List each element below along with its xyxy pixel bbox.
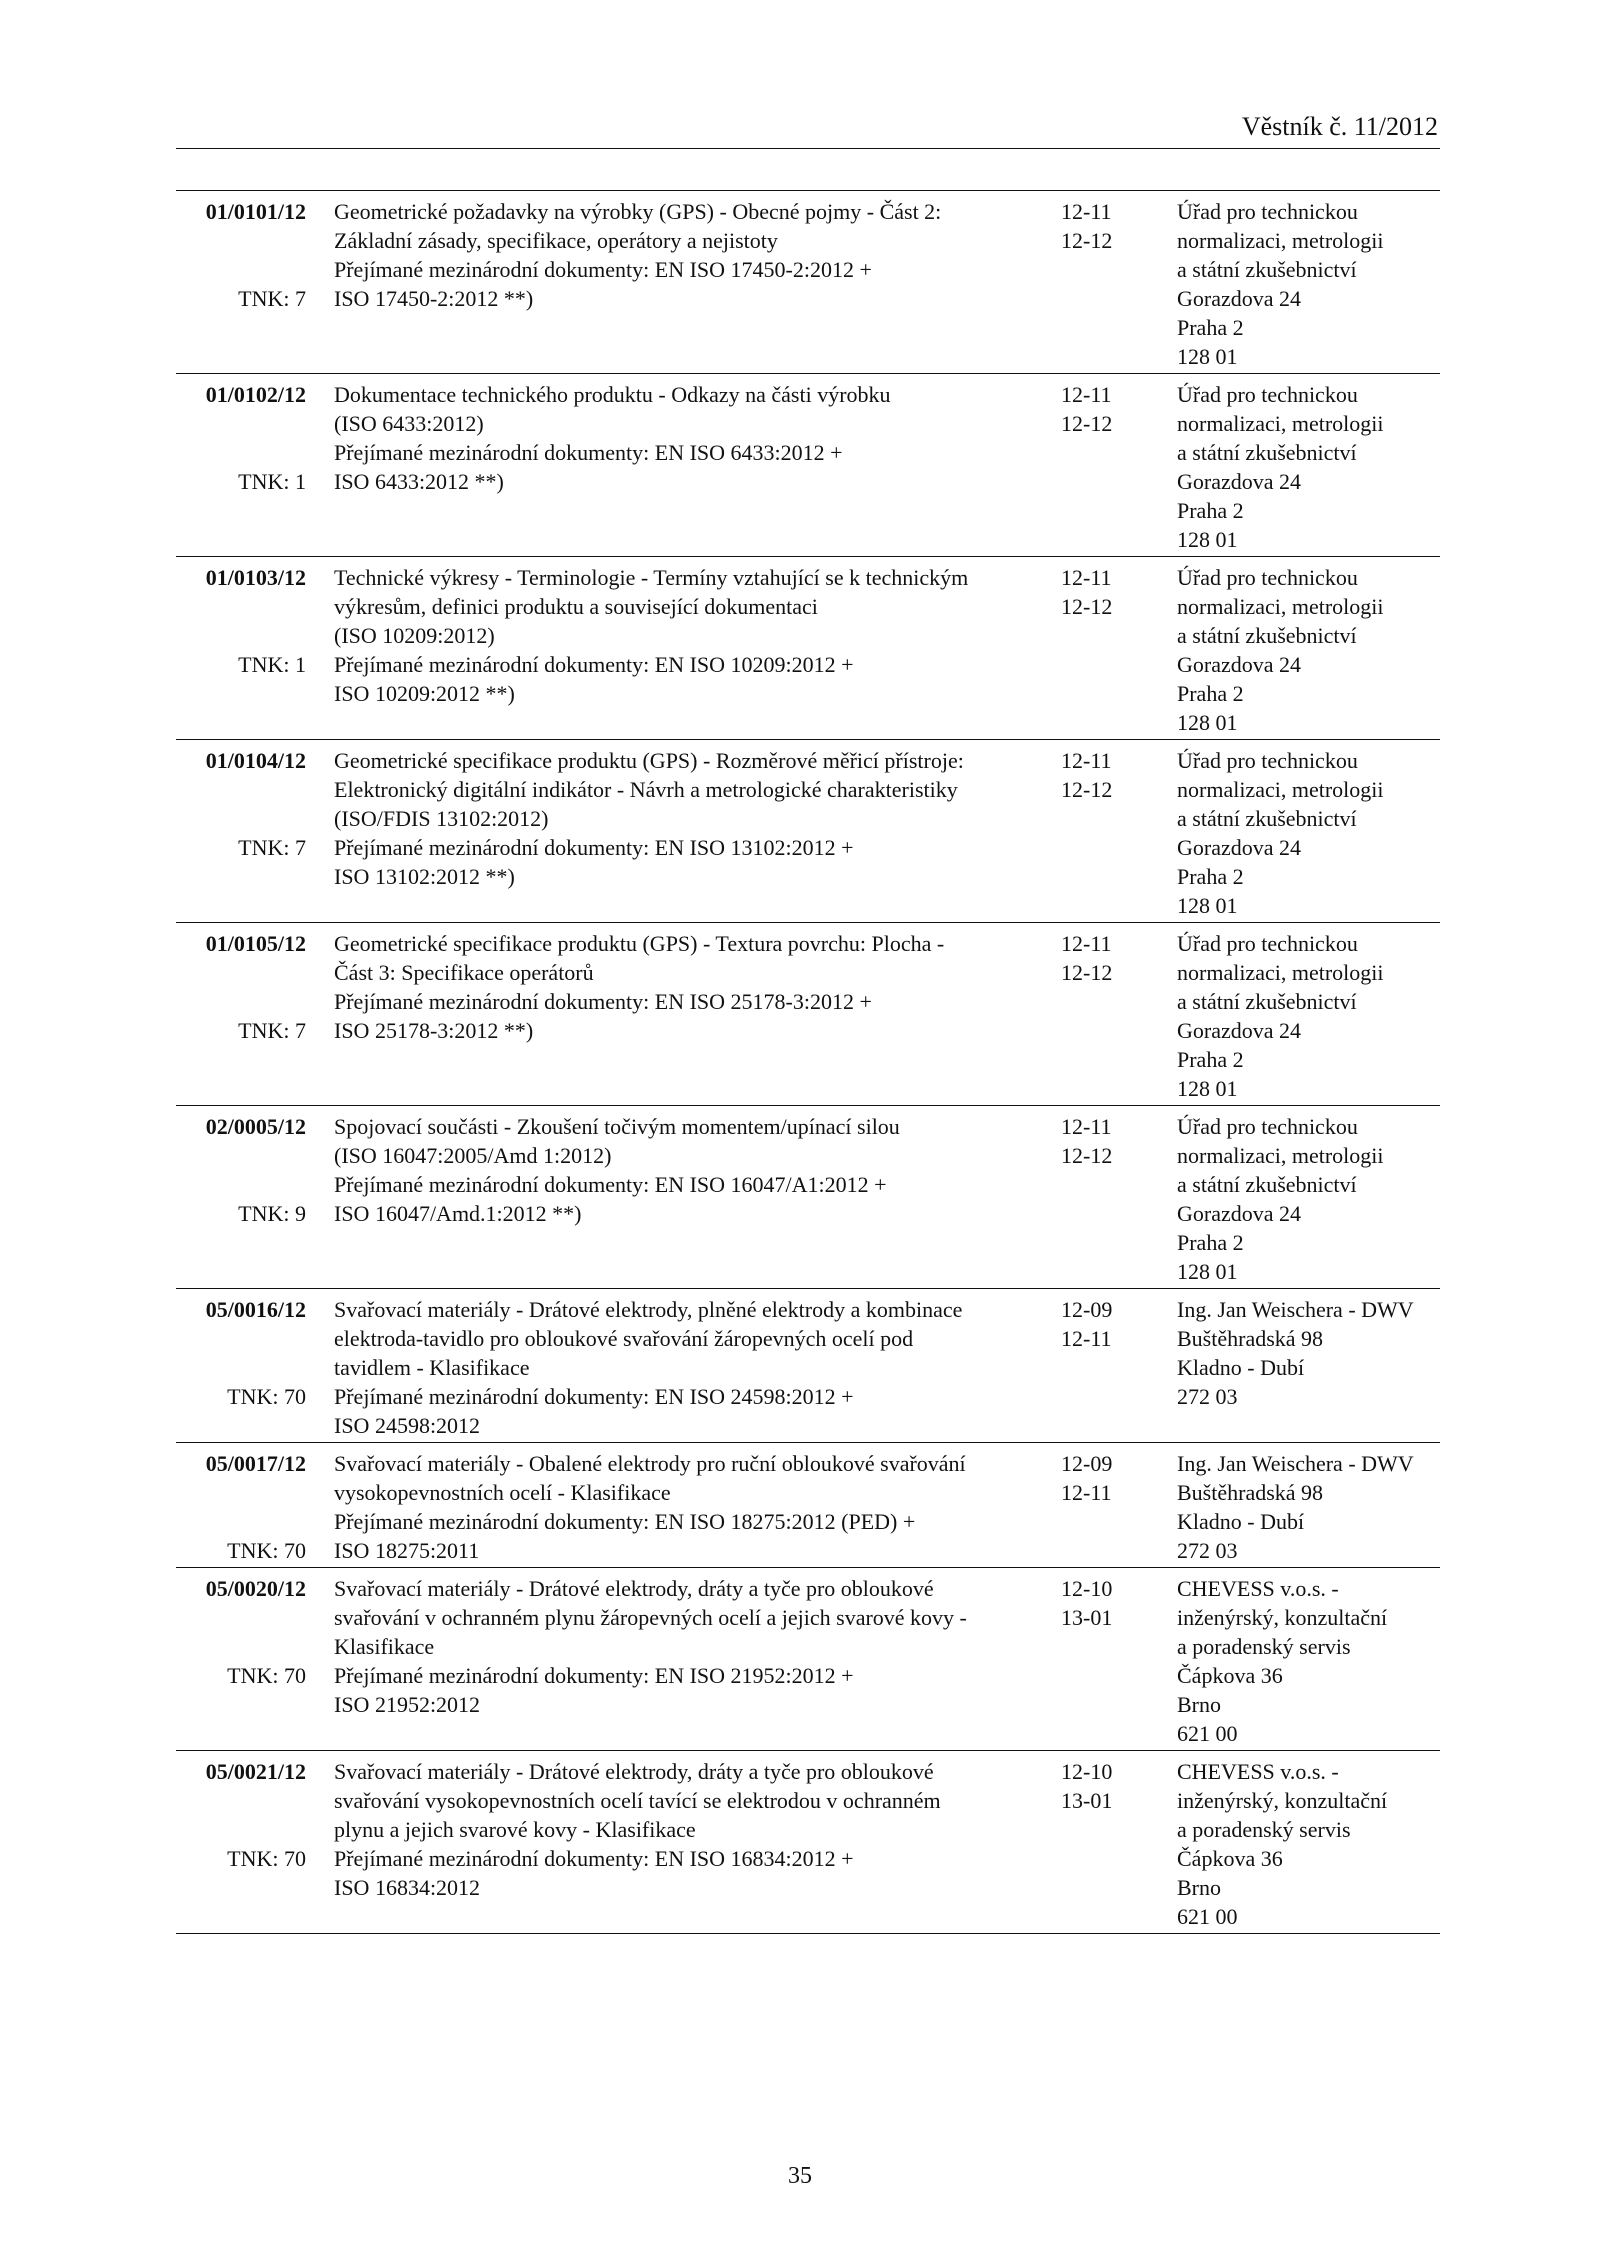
- record-date: 12-12: [1061, 1143, 1113, 1168]
- record-date: 12-12: [1061, 777, 1113, 802]
- record-tnk: TNK: 7: [238, 835, 306, 860]
- record-title-line: Svařovací materiály - Drátové elektrody, dráty a tyče pro obloukové: [334, 1576, 934, 1601]
- record-title-line: Přejímané mezinárodní dokumenty: EN ISO 18275:2012 (PED) +: [334, 1509, 916, 1534]
- record-id-cell: [176, 1449, 306, 1563]
- record-number: 05/0017/12: [205, 1451, 306, 1476]
- record-number: 01/0105/12: [205, 931, 306, 956]
- record-title-line: plynu a jejich svarové kovy - Klasifikace: [334, 1817, 696, 1842]
- record-date: 12-12: [1061, 228, 1113, 253]
- page-header: [176, 108, 1440, 149]
- record-id-cell: [176, 1757, 306, 1871]
- record-title-line: Klasifikace: [334, 1634, 435, 1659]
- record-title-line: Elektronický digitální indikátor - Návrh a metrologické charakteristiky: [334, 777, 958, 802]
- record-address-line: Čápkova 36: [1177, 1663, 1283, 1688]
- record-address-line: normalizaci, metrologii: [1177, 594, 1384, 619]
- record-address-line: Úřad pro technickou: [1177, 748, 1358, 773]
- record-title-line: ISO 18275:2011: [334, 1538, 480, 1563]
- record-address-line: Ing. Jan Weischera - DWV: [1177, 1451, 1414, 1476]
- record-date: 13-01: [1061, 1605, 1113, 1630]
- record-title-cell: [334, 746, 1024, 891]
- record-address-line: normalizaci, metrologii: [1177, 228, 1384, 253]
- record-address-line: a státní zkušebnictví: [1177, 806, 1357, 831]
- table-row: [176, 191, 1440, 374]
- record-title-cell: [334, 1295, 1024, 1440]
- record-address-line: 128 01: [1177, 1076, 1238, 1101]
- record-address-cell: [1177, 746, 1440, 920]
- table-row: [176, 1443, 1440, 1568]
- record-address-line: Praha 2: [1177, 681, 1244, 706]
- record-title-line: výkresům, definici produktu a související dokumentaci: [334, 594, 818, 619]
- record-title-line: ISO 13102:2012 **): [334, 864, 515, 889]
- record-address-line: 128 01: [1177, 344, 1238, 369]
- record-address-line: 128 01: [1177, 1259, 1238, 1284]
- record-title-line: ISO 21952:2012: [334, 1692, 481, 1717]
- record-address-line: Praha 2: [1177, 864, 1244, 889]
- record-tnk: TNK: 7: [238, 286, 306, 311]
- record-address-line: CHEVESS v.o.s. -: [1177, 1576, 1339, 1601]
- record-address-line: Praha 2: [1177, 1230, 1244, 1255]
- record-title-line: Geometrické požadavky na výrobky (GPS) - Obecné pojmy - Část 2:: [334, 199, 942, 224]
- record-date: 12-12: [1061, 411, 1113, 436]
- record-dates-cell: [1061, 1449, 1141, 1507]
- record-title-line: ISO 24598:2012: [334, 1413, 481, 1438]
- page-number: 35: [788, 2163, 812, 2189]
- record-date: 12-11: [1061, 199, 1112, 224]
- bulletin-title: Věstník č. 11/2012: [1241, 112, 1438, 141]
- record-address-line: Buštěhradská 98: [1177, 1480, 1324, 1505]
- record-address-line: inženýrský, konzultační: [1177, 1788, 1388, 1813]
- record-address-line: Gorazdova 24: [1177, 1201, 1302, 1226]
- record-title-line: Přejímané mezinárodní dokumenty: EN ISO 13102:2012 +: [334, 835, 854, 860]
- record-title-cell: [334, 380, 1024, 496]
- record-title-line: Geometrické specifikace produktu (GPS) - Textura povrchu: Plocha -: [334, 931, 945, 956]
- record-address-line: a státní zkušebnictví: [1177, 440, 1357, 465]
- record-title-line: ISO 17450-2:2012 **): [334, 286, 534, 311]
- record-date: 12-12: [1061, 960, 1113, 985]
- record-tnk: TNK: 9: [238, 1201, 306, 1226]
- record-address-line: a státní zkušebnictví: [1177, 1172, 1357, 1197]
- record-title-cell: [334, 1449, 1024, 1565]
- record-address-line: 128 01: [1177, 710, 1238, 735]
- record-address-line: Praha 2: [1177, 315, 1244, 340]
- record-title-line: Přejímané mezinárodní dokumenty: EN ISO 25178-3:2012 +: [334, 989, 872, 1014]
- record-title-line: tavidlem - Klasifikace: [334, 1355, 530, 1380]
- record-date: 12-11: [1061, 1480, 1112, 1505]
- record-tnk: TNK: 70: [227, 1538, 306, 1563]
- record-title-cell: [334, 1574, 1024, 1719]
- record-title-line: (ISO 16047:2005/Amd 1:2012): [334, 1143, 612, 1168]
- record-title-line: ISO 6433:2012 **): [334, 469, 504, 494]
- record-dates-cell: [1061, 380, 1141, 438]
- record-address-line: normalizaci, metrologii: [1177, 777, 1384, 802]
- record-tnk: TNK: 70: [227, 1663, 306, 1688]
- record-address-line: Brno: [1177, 1692, 1221, 1717]
- record-address-line: 621 00: [1177, 1721, 1238, 1746]
- record-title-line: vysokopevnostních ocelí - Klasifikace: [334, 1480, 671, 1505]
- record-dates-cell: [1061, 929, 1141, 987]
- record-title-line: svařování v ochranném plynu žáropevných ocelí a jejich svarové kovy -: [334, 1605, 967, 1630]
- record-title-line: Část 3: Specifikace operátorů: [334, 960, 594, 985]
- record-address-line: 128 01: [1177, 893, 1238, 918]
- record-id-cell: [176, 380, 306, 494]
- record-dates-cell: [1061, 1574, 1141, 1632]
- record-address-line: Gorazdova 24: [1177, 652, 1302, 677]
- record-address-line: a poradenský servis: [1177, 1817, 1351, 1842]
- record-title-line: Dokumentace technického produktu - Odkazy na části výrobku: [334, 382, 891, 407]
- table-row: [176, 1289, 1440, 1443]
- record-tnk: TNK: 1: [238, 652, 306, 677]
- record-title-line: Technické výkresy - Terminologie - Termíny vztahující se k technickým: [334, 565, 969, 590]
- record-dates-cell: [1061, 746, 1141, 804]
- record-address-line: normalizaci, metrologii: [1177, 1143, 1384, 1168]
- record-address-line: Gorazdova 24: [1177, 1018, 1302, 1043]
- record-dates-cell: [1061, 1112, 1141, 1170]
- record-date: 12-11: [1061, 565, 1112, 590]
- record-address-line: Úřad pro technickou: [1177, 931, 1358, 956]
- record-title-line: Spojovací součásti - Zkoušení točivým momentem/upínací silou: [334, 1114, 900, 1139]
- record-tnk: TNK: 7: [238, 1018, 306, 1043]
- record-address-line: Čápkova 36: [1177, 1846, 1283, 1871]
- record-title-cell: [334, 563, 1024, 708]
- record-address-line: Úřad pro technickou: [1177, 565, 1358, 590]
- record-title-cell: [334, 1112, 1024, 1228]
- record-title-line: Svařovací materiály - Obalené elektrody pro ruční obloukové svařování: [334, 1451, 966, 1476]
- record-id-cell: [176, 746, 306, 860]
- record-title-cell: [334, 929, 1024, 1045]
- record-address-line: Praha 2: [1177, 1047, 1244, 1072]
- record-title-line: Přejímané mezinárodní dokumenty: EN ISO 10209:2012 +: [334, 652, 854, 677]
- record-number: 01/0104/12: [205, 748, 306, 773]
- record-address-line: Ing. Jan Weischera - DWV: [1177, 1297, 1414, 1322]
- record-title-line: (ISO 10209:2012): [334, 623, 495, 648]
- record-title-line: svařování vysokopevnostních ocelí tavící se elektrodou v ochranném: [334, 1788, 941, 1813]
- record-address-line: Kladno - Dubí: [1177, 1355, 1305, 1380]
- record-address-line: normalizaci, metrologii: [1177, 960, 1384, 985]
- record-tnk: TNK: 70: [227, 1846, 306, 1871]
- record-dates-cell: [1061, 1295, 1141, 1353]
- record-address-line: a státní zkušebnictví: [1177, 623, 1357, 648]
- record-title-line: Svařovací materiály - Drátové elektrody, dráty a tyče pro obloukové: [334, 1759, 934, 1784]
- record-number: 02/0005/12: [205, 1114, 306, 1139]
- record-address-line: Kladno - Dubí: [1177, 1509, 1305, 1534]
- record-address-cell: [1177, 380, 1440, 554]
- record-number: 01/0103/12: [205, 565, 306, 590]
- record-id-cell: [176, 1112, 306, 1226]
- record-address-line: normalizaci, metrologii: [1177, 411, 1384, 436]
- record-address-line: 128 01: [1177, 527, 1238, 552]
- record-tnk: TNK: 1: [238, 469, 306, 494]
- record-title-line: ISO 10209:2012 **): [334, 681, 515, 706]
- record-address-line: Gorazdova 24: [1177, 469, 1302, 494]
- record-id-cell: [176, 1295, 306, 1409]
- record-date: 12-10: [1061, 1759, 1113, 1784]
- record-address-cell: [1177, 1757, 1440, 1931]
- record-id-cell: [176, 563, 306, 677]
- record-address-line: Buštěhradská 98: [1177, 1326, 1324, 1351]
- record-address-line: a státní zkušebnictví: [1177, 257, 1357, 282]
- record-number: 01/0102/12: [205, 382, 306, 407]
- record-address-line: Úřad pro technickou: [1177, 382, 1358, 407]
- record-tnk: TNK: 70: [227, 1384, 306, 1409]
- record-number: 05/0021/12: [205, 1759, 306, 1784]
- table-row: [176, 740, 1440, 923]
- record-date: 12-12: [1061, 594, 1113, 619]
- record-title-line: ISO 16047/Amd.1:2012 **): [334, 1201, 582, 1226]
- record-dates-cell: [1061, 563, 1141, 621]
- record-date: 12-11: [1061, 931, 1112, 956]
- record-number: 05/0016/12: [205, 1297, 306, 1322]
- record-address-cell: [1177, 1295, 1440, 1411]
- record-title-cell: [334, 1757, 1024, 1902]
- record-address-line: Brno: [1177, 1875, 1221, 1900]
- record-title-line: (ISO 6433:2012): [334, 411, 484, 436]
- record-dates-cell: [1061, 1757, 1141, 1815]
- record-title-line: Základní zásady, specifikace, operátory a nejistoty: [334, 228, 778, 253]
- table-row: [176, 1751, 1440, 1934]
- table-row: [176, 1106, 1440, 1289]
- record-address-line: 272 03: [1177, 1538, 1238, 1563]
- record-title-line: Přejímané mezinárodní dokumenty: EN ISO 6433:2012 +: [334, 440, 843, 465]
- record-address-line: a poradenský servis: [1177, 1634, 1351, 1659]
- record-address-cell: [1177, 197, 1440, 371]
- record-id-cell: [176, 1574, 306, 1688]
- record-address-line: Gorazdova 24: [1177, 286, 1302, 311]
- table-row: [176, 1568, 1440, 1751]
- record-address-line: 621 00: [1177, 1904, 1238, 1929]
- record-date: 12-09: [1061, 1297, 1113, 1322]
- record-address-line: Úřad pro technickou: [1177, 199, 1358, 224]
- record-address-line: Gorazdova 24: [1177, 835, 1302, 860]
- record-title-line: Přejímané mezinárodní dokumenty: EN ISO 21952:2012 +: [334, 1663, 854, 1688]
- record-number: 01/0101/12: [205, 199, 306, 224]
- record-address-line: Úřad pro technickou: [1177, 1114, 1358, 1139]
- record-address-line: inženýrský, konzultační: [1177, 1605, 1388, 1630]
- record-title-line: Svařovací materiály - Drátové elektrody, plněné elektrody a kombinace: [334, 1297, 963, 1322]
- record-address-cell: [1177, 1449, 1440, 1565]
- table-row: [176, 557, 1440, 740]
- record-date: 13-01: [1061, 1788, 1113, 1813]
- record-date: 12-11: [1061, 382, 1112, 407]
- record-date: 12-11: [1061, 748, 1112, 773]
- record-title-line: Geometrické specifikace produktu (GPS) - Rozměrové měřicí přístroje:: [334, 748, 964, 773]
- record-title-line: (ISO/FDIS 13102:2012): [334, 806, 549, 831]
- record-address-line: 272 03: [1177, 1384, 1238, 1409]
- record-title-line: Přejímané mezinárodní dokumenty: EN ISO 16834:2012 +: [334, 1846, 854, 1871]
- record-address-cell: [1177, 929, 1440, 1103]
- record-address-cell: [1177, 1112, 1440, 1286]
- record-title-cell: [334, 197, 1024, 313]
- record-id-cell: [176, 197, 306, 311]
- record-address-line: Praha 2: [1177, 498, 1244, 523]
- record-title-line: ISO 25178-3:2012 **): [334, 1018, 534, 1043]
- record-number: 05/0020/12: [205, 1576, 306, 1601]
- record-address-cell: [1177, 563, 1440, 737]
- record-dates-cell: [1061, 197, 1141, 255]
- table-row: [176, 374, 1440, 557]
- record-address-line: a státní zkušebnictví: [1177, 989, 1357, 1014]
- record-id-cell: [176, 929, 306, 1043]
- record-address-line: CHEVESS v.o.s. -: [1177, 1759, 1339, 1784]
- record-address-cell: [1177, 1574, 1440, 1748]
- record-date: 12-11: [1061, 1114, 1112, 1139]
- record-date: 12-11: [1061, 1326, 1112, 1351]
- record-title-line: ISO 16834:2012: [334, 1875, 481, 1900]
- record-title-line: Přejímané mezinárodní dokumenty: EN ISO 24598:2012 +: [334, 1384, 854, 1409]
- record-date: 12-10: [1061, 1576, 1113, 1601]
- record-date: 12-09: [1061, 1451, 1113, 1476]
- record-title-line: Přejímané mezinárodní dokumenty: EN ISO 17450-2:2012 +: [334, 257, 872, 282]
- record-title-line: elektroda-tavidlo pro obloukové svařování žáropevných ocelí pod: [334, 1326, 914, 1351]
- record-title-line: Přejímané mezinárodní dokumenty: EN ISO 16047/A1:2012 +: [334, 1172, 887, 1197]
- table-row: [176, 923, 1440, 1106]
- standards-table: [176, 190, 1440, 1934]
